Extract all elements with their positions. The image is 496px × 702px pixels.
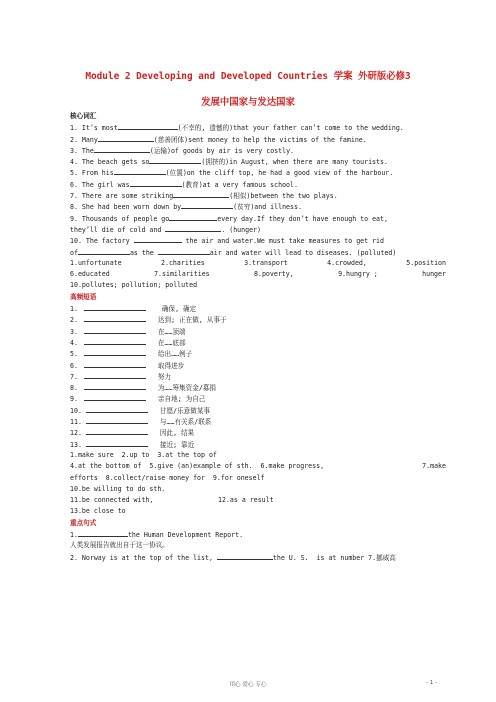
answer-blank[interactable] xyxy=(169,213,217,221)
document-title: Module 2 Developing and Developed Countries 学案 外研版必修3 xyxy=(85,71,411,82)
vocab-item: 4. The beach gets so (拥挤的)in August, when there are many tourists. xyxy=(70,158,388,167)
answer-text: 1.unfortunate xyxy=(70,258,122,267)
answer-blank[interactable] xyxy=(118,122,178,130)
answer-blank[interactable] xyxy=(98,134,154,142)
answer-text: 5.position xyxy=(406,258,446,267)
answer-blank[interactable] xyxy=(86,439,148,447)
answer-text: 7.make xyxy=(422,462,446,471)
answer-blank[interactable] xyxy=(158,247,210,255)
phrase-item: 9. 亲自地; 为自己 xyxy=(70,395,206,404)
document-subtitle: 发展中国家与发达国家 xyxy=(201,97,295,108)
page-number: - 1 - xyxy=(426,680,438,686)
answer-text: 8.poverty, xyxy=(254,270,294,279)
phrase-item: 13. 接近; 靠近 xyxy=(70,440,195,449)
sentence-item: 2. Norway is at the top of the list, the U. S. is at number 7.挪威高 xyxy=(70,553,396,562)
answer-blank[interactable] xyxy=(149,156,201,164)
answer-blank[interactable] xyxy=(78,529,128,537)
answer-blank[interactable] xyxy=(134,235,182,243)
answer-blank[interactable] xyxy=(84,348,146,356)
answer-blank[interactable] xyxy=(86,405,148,413)
phrase-item: 12. 因此, 结果 xyxy=(70,429,195,438)
vocab-answers: 10.pollutes; pollution; polluted xyxy=(70,281,198,290)
section-heading-phrases: 高频短语 xyxy=(70,292,97,301)
answer-blank[interactable] xyxy=(181,201,233,209)
answer-blank[interactable] xyxy=(86,427,148,435)
answer-blank[interactable] xyxy=(86,416,148,424)
section-heading-sentences: 重点句式 xyxy=(70,518,97,527)
phrase-item: 4. 在……底部 xyxy=(70,338,186,347)
answer-blank[interactable] xyxy=(84,326,146,334)
vocab-answers xyxy=(70,269,446,280)
answer-blank[interactable] xyxy=(84,371,146,379)
answer-text: 4.at the bottom of 5.give (an)example of sth. 6.make progress, xyxy=(70,462,325,471)
phrase-item: 3. 在……顶端 xyxy=(70,327,186,336)
answer-blank[interactable] xyxy=(78,247,130,255)
document-body xyxy=(70,111,446,563)
phrase-answers: efforts 8.collect/raise money for 9.for oneself xyxy=(70,473,265,482)
phrase-item: 7. 努力 xyxy=(70,372,172,381)
answer-text: 6.educated xyxy=(70,270,110,279)
answer-blank[interactable] xyxy=(165,224,221,232)
vocab-item: 1. It’s most (不幸的, 遗憾的)that your father can’t come to the wedding. xyxy=(70,124,404,133)
vocab-item-continuation: they’ll die of cold and . (hunger) xyxy=(70,225,261,234)
sentence-item: 1. the Human Development Report. xyxy=(70,530,244,539)
answer-blank[interactable] xyxy=(84,393,146,401)
answer-blank[interactable] xyxy=(130,179,182,187)
phrase-item: 2. 达到; 正在做, 从事于 xyxy=(70,316,227,325)
answer-text: 9.hungry ; xyxy=(338,270,378,279)
phrase-item: 10. 甘愿/乐意做某事 xyxy=(70,406,211,415)
vocab-item: 9. Thousands of people go every day.If they don’t have enough to eat, xyxy=(70,214,388,223)
vocab-answers xyxy=(70,258,446,269)
answer-blank[interactable] xyxy=(84,382,146,390)
phrase-answers: 10.be willing to do sth. xyxy=(70,484,166,493)
answer-blank[interactable] xyxy=(84,360,146,368)
vocab-item: 6. The girl was (教育)at a very famous school. xyxy=(70,180,298,189)
phrase-answers: 11.be connected with, 12.as a result xyxy=(70,496,274,505)
sentence-translation: 人类发展报告就出自于这一协议。 xyxy=(70,541,169,550)
vocab-item: 3. The (运输)of goods by air is very costly. xyxy=(70,146,295,155)
vocab-item: 8. She had been worn down by (贫穷)and illness. xyxy=(70,203,302,212)
phrase-answers: 13.be close to xyxy=(70,507,126,516)
vocab-item: 10. The factory the air and water.We must take measures to get rid xyxy=(70,237,384,246)
vocab-item: 7. There are some striking (相似)between the two plays. xyxy=(70,192,338,201)
phrase-item: 6. 取得进步 xyxy=(70,361,185,370)
answer-blank[interactable] xyxy=(84,303,146,311)
answer-blank[interactable] xyxy=(94,145,150,153)
answer-text: hunger xyxy=(422,270,446,279)
phrase-item: 1. 确保, 确定 xyxy=(70,305,197,314)
phrase-item: 8. 为……筹集资金/募捐 xyxy=(70,384,216,393)
vocab-item-continuation: of as the air and water will lead to diseases. (polluted) xyxy=(70,248,397,257)
answer-blank[interactable] xyxy=(217,552,273,560)
answer-blank[interactable] xyxy=(173,190,229,198)
vocab-item: 2. Many (慈善团体)sent money to help the victims of the famine. xyxy=(70,135,367,144)
answer-text: 7.similarities xyxy=(154,270,210,279)
page-footer: 用心 爱心 专心 xyxy=(229,682,267,688)
answer-blank[interactable] xyxy=(114,167,166,175)
phrase-answers: 1.make sure 2.up to 3.at the top of xyxy=(70,450,217,459)
section-heading-vocabulary: 核心词汇 xyxy=(70,112,97,120)
vocab-item: 5. From his (位置)on the cliff top, he had a good view of the harbour. xyxy=(70,169,394,178)
phrase-item: 11. 与……有关系/联系 xyxy=(70,418,212,427)
answer-text: 3.transport xyxy=(244,258,288,267)
phrase-item: 5. 给出……例子 xyxy=(70,350,193,359)
answer-text: 2.charities xyxy=(161,258,205,267)
answer-text: 4.crowded, xyxy=(327,258,367,267)
phrase-answers xyxy=(70,461,446,472)
answer-blank[interactable] xyxy=(84,337,146,345)
answer-blank[interactable] xyxy=(84,314,146,322)
